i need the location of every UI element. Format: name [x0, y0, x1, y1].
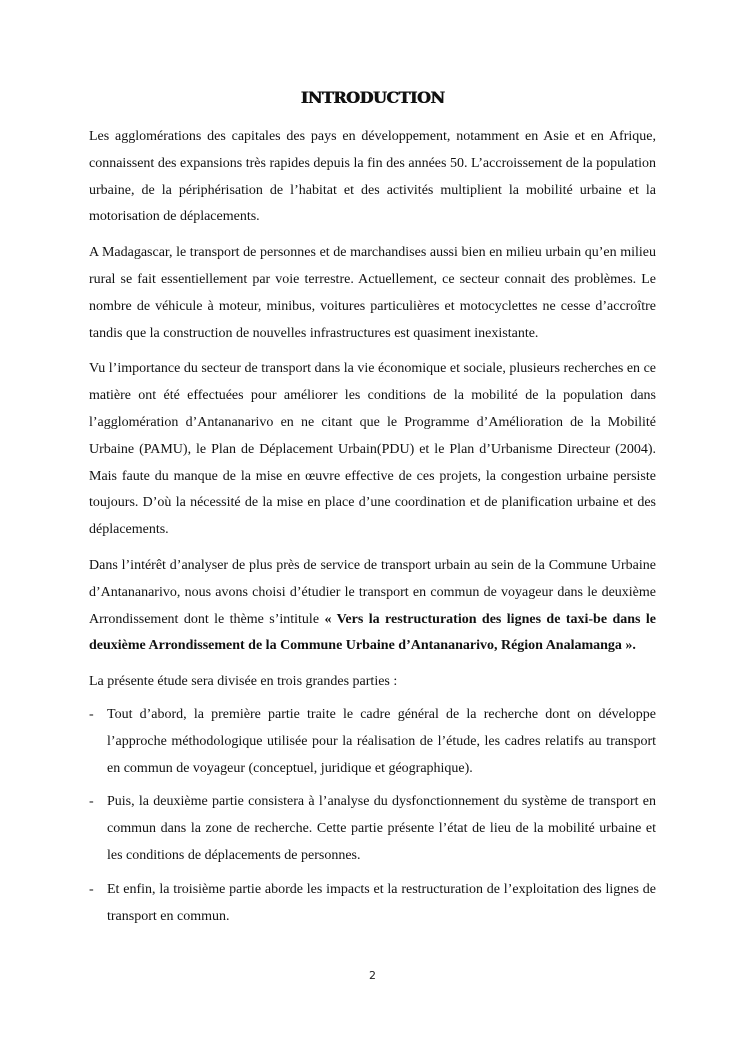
paragraph-study-theme-intro: Dans l’intérêt d’analyser de plus près de service de transport urbain au sein de la Commune Urbaine d’Antananarivo, nous avons choisi d’étudier le transport en commun de voyageur dans le deuxième Arrondissement dont le thème s’intitule [89, 557, 656, 627]
list-item [89, 877, 656, 931]
list-item-text: Tout d’abord, la première partie traite le cadre général de la recherche dont on développe l’approche méthodologique utilisée pour la réalisation de l’étude, les cadres relatifs au transport en commun de voyageur (conceptuel, juridique et géographique). [107, 706, 656, 776]
list-item [89, 789, 656, 869]
paragraph-research-programs: Vu l’importance du secteur de transport dans la vie économique et sociale, plusieurs recherches en ce matière ont été effectuées pour améliorer les conditions de la mobilité de la population dans l’agglomération d’Antananarivo en ne citant que le Programme d’Amélioration de la Mobilité Urbaine (PAMU), le Plan de Déplacement Urbain(PDU) et le Plan d’Urbanisme Directeur (2004). Mais faute du manque de la mise en œuvre effective de ces projets, la congestion urbaine persiste toujours. D’où la nécessité de la mise en place d’une coordination et de planification urbaine et des déplacements. [89, 361, 656, 538]
list-item [89, 702, 656, 782]
list-item-text: Puis, la deuxième partie consistera à l’analyse du dysfonctionnement du système de transport en commun dans la zone de recherche. Cette partie présente l’état de lieu de la mobilité urbaine et les conditions de déplacements de personnes. [107, 794, 656, 863]
document-body [89, 124, 656, 937]
paragraph-intro-context: Les agglomérations des capitales des pays en développement, notamment en Asie et en Afrique, connaissent des expansions très rapides depuis la fin des années 50. L’accroissement de la population urbaine, de la périphérisation de l’habitat et des activités multiplient la mobilité urbaine et la motorisation de déplacements. [89, 129, 656, 225]
page-number: 2 [369, 969, 376, 982]
study-theme-title: « Vers la restructuration des lignes de taxi-be dans le deuxième Arrondissement de la Commune Urbaine d’Antananarivo, Région Analamanga ». [89, 611, 656, 654]
study-parts-list [89, 702, 656, 930]
bullet-dash: - [89, 706, 94, 722]
bullet-dash: - [89, 881, 94, 897]
paragraph-study-theme [89, 553, 656, 660]
bullet-dash: - [89, 794, 94, 810]
page-title: INTRODUCTION [300, 88, 445, 107]
paragraph-plan-intro: La présente étude sera divisée en trois grandes parties : [89, 674, 398, 690]
list-item-text: Et enfin, la troisième partie aborde les impacts et la restructuration de l’exploitation des lignes de transport en commun. [107, 881, 656, 924]
paragraph-madagascar-transport: A Madagascar, le transport de personnes et de marchandises aussi bien en milieu urbain qu’en milieu rural se fait essentiellement par voie terrestre. Actuellement, ce secteur connait des problèmes. Le nombre de véhicule à moteur, minibus, voitures particulières et motocyclettes ne cesse d’accroître tandis que la construction de nouvelles infrastructures est quasiment inexistante. [89, 245, 656, 341]
